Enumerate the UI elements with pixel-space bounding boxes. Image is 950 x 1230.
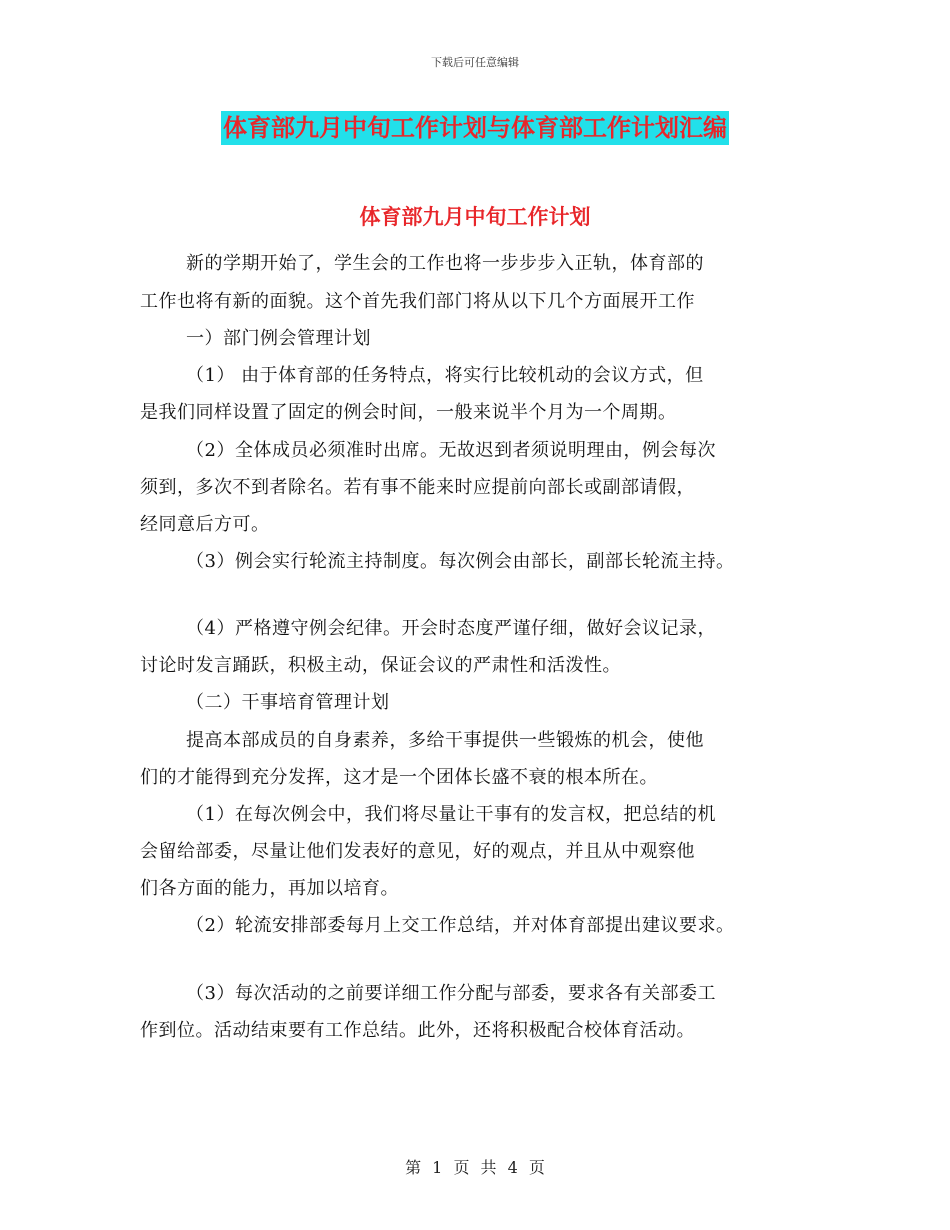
- paragraph-line: （1） 由于体育部的任务特点，将实行比较机动的会议方式，但: [186, 365, 704, 386]
- page-number: 第 1 页 共 4 页: [405, 1158, 545, 1177]
- heading-line: （二）干事培育管理计划: [186, 692, 390, 713]
- paragraph-line: 作到位。活动结束要有工作总结。此外，还将积极配合校体育活动。: [140, 1020, 695, 1041]
- paragraph-line: 会留给部委，尽量让他们发表好的意见，好的观点，并且从中观察他: [140, 841, 695, 862]
- paragraph-line: （2）轮流安排部委每月上交工作总结，并对体育部提出建议要求。: [186, 915, 735, 936]
- paragraph-line: 须到，多次不到者除名。若有事不能来时应提前向部长或副部请假，: [140, 477, 695, 498]
- paragraph-line: （4）严格遵守例会纪律。开会时态度严谨仔细，做好会议记录，: [186, 618, 716, 639]
- paragraph-line: 们的才能得到充分发挥，这才是一个团体长盛不衰的根本所在。: [140, 767, 658, 788]
- paragraph-line: 是我们同样设置了固定的例会时间，一般来说半个月为一个周期。: [140, 402, 677, 423]
- paragraph-line: 工作也将有新的面貌。这个首先我们部门将从以下几个方面展开工作: [140, 291, 695, 312]
- paragraph-line: 经同意后方可。: [140, 514, 270, 535]
- document-title: 体育部九月中旬工作计划与体育部工作计划汇编: [221, 111, 729, 145]
- paragraph-line: （3）每次活动的之前要详细工作分配与部委，要求各有关部委工: [186, 983, 716, 1004]
- paragraph-line: （2）全体成员必须准时出席。无故迟到者须说明理由，例会每次: [186, 440, 716, 461]
- paragraph-line: （3）例会实行轮流主持制度。每次例会由部长，副部长轮流主持。: [186, 551, 735, 572]
- paragraph-line: （1）在每次例会中，我们将尽量让干事有的发言权，把总结的机: [186, 804, 716, 825]
- paragraph-line: 新的学期开始了，学生会的工作也将一步步步入正轨，体育部的: [186, 253, 704, 274]
- heading-line: 一）部门例会管理计划: [186, 328, 371, 349]
- section-title: 体育部九月中旬工作计划: [359, 204, 591, 229]
- paragraph-line: 们各方面的能力，再加以培育。: [140, 878, 399, 899]
- paragraph-line: 讨论时发言踊跃，积极主动，保证会议的严肃性和活泼性。: [140, 655, 621, 676]
- header-note: 下载后可任意编辑: [431, 56, 519, 69]
- paragraph-line: 提高本部成员的自身素养，多给干事提供一些锻炼的机会，使他: [186, 730, 704, 751]
